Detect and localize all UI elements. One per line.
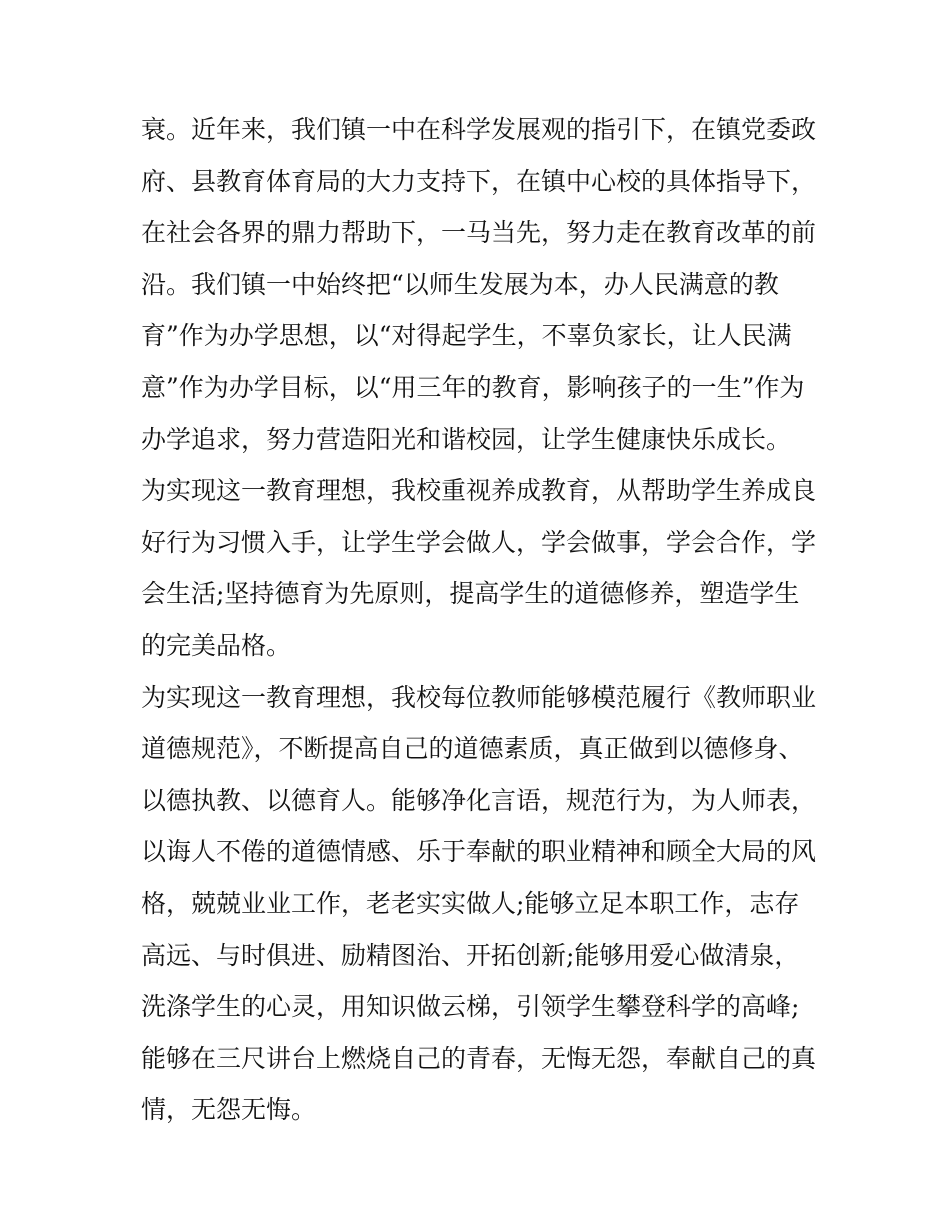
text-line: 好行为习惯入手，让学生学会做人，学会做事，学会合作，学 [141,527,817,557]
text-line: 格，兢兢业业工作，老老实实做人;能够立足本职工作，志存 [141,888,800,918]
text-line: 沿。我们镇一中始终把“以师生发展为本，办人民满意的教 [141,269,779,299]
text-line: 为实现这一教育理想，我校重视养成教育，从帮助学生养成良 [141,476,817,506]
text-line: 以德执教、以德育人。能够净化言语，规范行为，为人师表， [141,785,817,815]
text-line: 为实现这一教育理想，我校每位教师能够模范履行《教师职业 [141,682,817,712]
text-line: 道德规范》，不断提高自己的道德素质，真正做到以德修身、 [141,734,804,764]
text-line: 洗涤学生的心灵，用知识做云梯，引领学生攀登科学的高峰; [141,992,800,1022]
text-line: 情，无怨无悔。 [141,1095,317,1125]
text-line: 以诲人不倦的道德情感、乐于奉献的职业精神和顾全大局的风 [141,837,817,867]
text-line: 府、县教育体育局的大力支持下，在镇中心校的具体指导下， [141,166,817,196]
text-line: 办学追求，努力营造阳光和谐校园，让学生健康快乐成长。 [141,424,792,454]
document-body [141,104,821,1136]
text-line: 会生活;坚持德育为先原则，提高学生的道德修养，塑造学生 [141,579,800,609]
text-line: 高远、与时俱进、励精图治、开拓创新;能够用爱心做清泉， [141,940,800,970]
text-line: 意”作为办学目标，以“用三年的教育，影响孩子的一生”作为 [141,372,805,402]
text-line: 育”作为办学思想，以“对得起学生，不辜负家长，让人民满 [141,321,792,351]
text-line: 衰。近年来，我们镇一中在科学发展观的指引下，在镇党委政 [141,115,817,144]
text-line: 的完美品格。 [141,630,292,660]
text-line: 能够在三尺讲台上燃烧自己的青春，无悔无怨，奉献自己的真 [141,1043,817,1073]
text-line: 在社会各界的鼎力帮助下，一马当先，努力走在教育改革的前 [141,218,817,248]
